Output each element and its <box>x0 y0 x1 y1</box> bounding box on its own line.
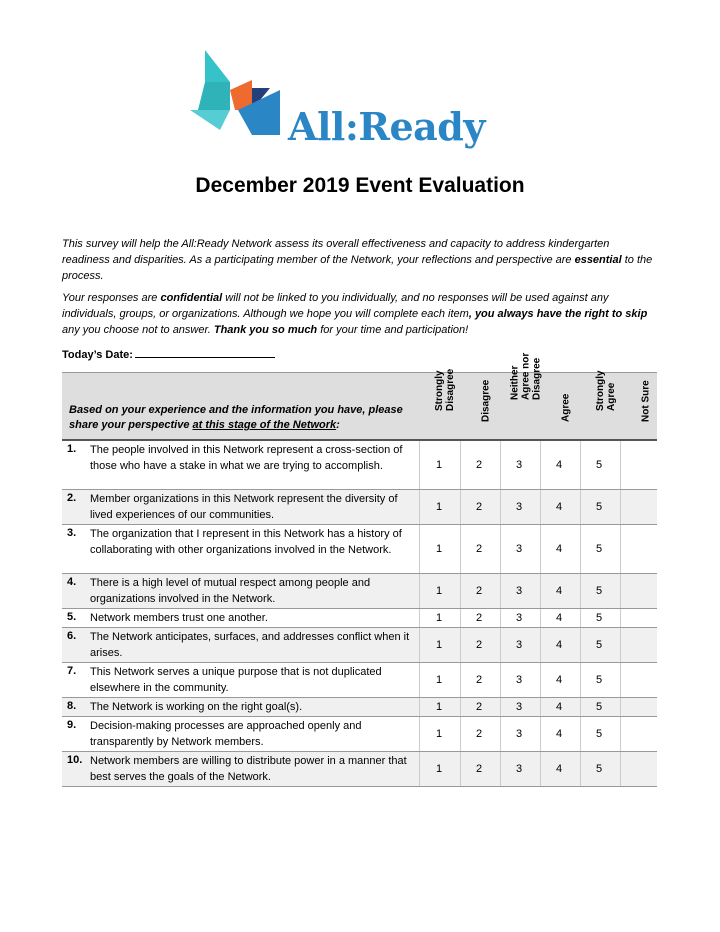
column-divider <box>460 628 461 662</box>
question-text: Decision-making processes are approached openly and transparently by Network members. <box>90 720 362 748</box>
column-divider <box>540 525 541 573</box>
rating-option-1[interactable]: 1 <box>435 701 443 713</box>
column-divider <box>419 441 420 489</box>
logo-triangle-mid <box>198 82 230 110</box>
rating-option-4[interactable]: 4 <box>555 763 563 775</box>
column-divider <box>460 663 461 697</box>
rating-option-5[interactable]: 5 <box>595 728 603 740</box>
question-number: 8. <box>67 700 77 712</box>
column-divider <box>500 441 501 489</box>
rating-option-3[interactable]: 3 <box>515 543 523 555</box>
column-divider <box>419 525 420 573</box>
intro-bold: essential <box>574 254 622 266</box>
column-divider <box>500 609 501 627</box>
column-divider <box>419 752 420 786</box>
column-divider <box>460 752 461 786</box>
rating-option-1[interactable]: 1 <box>435 585 443 597</box>
conf-text-a: Your responses are <box>62 292 161 304</box>
rating-option-3[interactable]: 3 <box>515 639 523 651</box>
column-divider <box>500 663 501 697</box>
rating-option-5[interactable]: 5 <box>595 639 603 651</box>
column-divider <box>580 525 581 573</box>
question-text: This Network serves a unique purpose that is not duplicated elsewhere in the community. <box>90 666 382 694</box>
question-text: Member organizations in this Network represent the diversity of lived experiences of our communities. <box>90 493 398 521</box>
rating-option-5[interactable]: 5 <box>595 459 603 471</box>
rating-option-4[interactable]: 4 <box>555 543 563 555</box>
rating-option-3[interactable]: 3 <box>515 674 523 686</box>
rating-option-2[interactable]: 2 <box>475 639 483 651</box>
column-divider <box>620 441 621 489</box>
rating-option-4[interactable]: 4 <box>555 728 563 740</box>
conf-text-c: any you choose not to answer. <box>62 324 214 336</box>
rating-option-3[interactable]: 3 <box>515 612 523 624</box>
date-label: Today’s Date: <box>62 349 133 361</box>
column-divider <box>580 717 581 751</box>
table-row <box>62 525 657 574</box>
rating-option-2[interactable]: 2 <box>475 612 483 624</box>
rating-option-3[interactable]: 3 <box>515 728 523 740</box>
table-row <box>62 698 657 717</box>
column-divider <box>580 628 581 662</box>
rating-option-2[interactable]: 2 <box>475 459 483 471</box>
rating-option-1[interactable]: 1 <box>435 674 443 686</box>
column-header-6 <box>620 375 672 433</box>
column-divider <box>540 441 541 489</box>
table-row <box>62 441 657 490</box>
rating-option-2[interactable]: 2 <box>475 763 483 775</box>
column-divider <box>540 752 541 786</box>
table-row <box>62 752 657 787</box>
logo-triangle-top <box>205 50 230 82</box>
rating-option-2[interactable]: 2 <box>475 501 483 513</box>
column-divider <box>500 525 501 573</box>
rating-option-3[interactable]: 3 <box>515 459 523 471</box>
question-text: Network members trust one another. <box>90 612 268 624</box>
rating-option-4[interactable]: 4 <box>555 612 563 624</box>
column-divider <box>580 698 581 716</box>
intro-end: to the process. <box>62 254 653 282</box>
date-field[interactable] <box>62 346 275 361</box>
prompt-underlined: at this stage of the Network <box>192 419 337 431</box>
column-divider <box>460 717 461 751</box>
rating-option-5[interactable]: 5 <box>595 674 603 686</box>
table-prompt <box>69 403 419 433</box>
column-divider <box>540 717 541 751</box>
rating-option-1[interactable]: 1 <box>435 501 443 513</box>
column-divider <box>580 441 581 489</box>
column-divider <box>540 490 541 524</box>
column-divider <box>460 609 461 627</box>
logo-wordmark: All:Ready <box>288 104 485 149</box>
question-number: 5. <box>67 611 77 623</box>
column-divider <box>620 525 621 573</box>
conf-text-b: will not be linked to you individually, and no responses will be used against any individuals, groups, or organizations. Although we hope you will complete each item <box>62 292 609 320</box>
question-number: 9. <box>67 719 77 731</box>
column-divider <box>419 628 420 662</box>
rating-option-5[interactable]: 5 <box>595 763 603 775</box>
rating-option-5[interactable]: 5 <box>595 701 603 713</box>
intro-text: This survey will help the All:Ready Network assess its overall effectiveness and capacity to address kindergarten readiness and disparities. As a participating member of the Network, your reflections and perspective are <box>62 238 610 266</box>
column-divider <box>419 698 420 716</box>
column-divider <box>540 663 541 697</box>
column-divider <box>500 490 501 524</box>
rating-option-2[interactable]: 2 <box>475 674 483 686</box>
column-divider <box>500 698 501 716</box>
column-divider <box>419 574 420 608</box>
column-header-label: Neither Agree nor Disagree <box>509 352 543 400</box>
column-divider <box>500 628 501 662</box>
question-text: The organization that I represent in this Network has a history of collaborating with other organizations involved in the Network. <box>90 528 402 556</box>
logo-triangle-left <box>190 110 230 130</box>
confidentiality-paragraph <box>62 290 660 338</box>
column-divider <box>620 574 621 608</box>
conf-bold-thanks: Thank you so much <box>213 324 318 336</box>
column-divider <box>580 663 581 697</box>
rating-option-1[interactable]: 1 <box>435 728 443 740</box>
column-divider <box>620 717 621 751</box>
rating-option-2[interactable]: 2 <box>475 543 483 555</box>
column-divider <box>620 490 621 524</box>
table-row <box>62 574 657 609</box>
column-divider <box>580 752 581 786</box>
column-header-label: Agree <box>560 393 572 422</box>
rating-option-4[interactable]: 4 <box>555 501 563 513</box>
rating-option-5[interactable]: 5 <box>595 501 603 513</box>
column-divider <box>500 717 501 751</box>
rating-option-5[interactable]: 5 <box>595 612 603 624</box>
column-divider <box>580 609 581 627</box>
intro-paragraph <box>62 236 660 284</box>
rating-option-1[interactable]: 1 <box>435 612 443 624</box>
column-divider <box>460 574 461 608</box>
column-divider <box>580 574 581 608</box>
question-text: The Network anticipates, surfaces, and addresses conflict when it arises. <box>90 631 410 659</box>
column-divider <box>460 525 461 573</box>
column-divider <box>620 752 621 786</box>
rating-option-4[interactable]: 4 <box>555 459 563 471</box>
column-divider <box>540 628 541 662</box>
question-number: 2. <box>67 492 77 504</box>
rating-option-4[interactable]: 4 <box>555 701 563 713</box>
prompt-text: Based on your experience and the information you have, please share your perspective <box>69 404 403 431</box>
column-header-label: Strongly Disagree <box>434 368 456 411</box>
question-number: 1. <box>67 443 77 455</box>
conf-bold-confidential: confidential <box>160 292 223 304</box>
rating-option-1[interactable]: 1 <box>435 543 443 555</box>
page-title: December 2019 Event Evaluation <box>195 174 525 197</box>
rating-option-5[interactable]: 5 <box>595 585 603 597</box>
column-divider <box>460 698 461 716</box>
table-row <box>62 609 657 628</box>
rating-option-5[interactable]: 5 <box>595 543 603 555</box>
column-divider <box>419 609 420 627</box>
question-number: 6. <box>67 630 77 642</box>
column-divider <box>620 609 621 627</box>
rating-option-1[interactable]: 1 <box>435 639 443 651</box>
rating-option-3[interactable]: 3 <box>515 501 523 513</box>
question-number: 3. <box>67 527 77 539</box>
question-number: 7. <box>67 665 77 677</box>
rating-option-3[interactable]: 3 <box>515 585 523 597</box>
table-row <box>62 717 657 752</box>
rating-option-2[interactable]: 2 <box>475 585 483 597</box>
table-row <box>62 628 657 663</box>
column-divider <box>540 574 541 608</box>
conf-bold-right-to-skip: , you always have the right to skip <box>468 308 648 320</box>
question-text: The Network is working on the right goal(s). <box>90 701 303 713</box>
rating-option-3[interactable]: 3 <box>515 701 523 713</box>
rating-option-2[interactable]: 2 <box>475 728 483 740</box>
column-divider <box>460 490 461 524</box>
rating-option-4[interactable]: 4 <box>555 639 563 651</box>
rating-option-2[interactable]: 2 <box>475 701 483 713</box>
column-divider <box>460 441 461 489</box>
column-divider <box>500 752 501 786</box>
column-header-label: Strongly Agree <box>595 370 617 411</box>
column-divider <box>419 663 420 697</box>
column-divider <box>540 609 541 627</box>
table-body <box>62 441 657 787</box>
rating-option-1[interactable]: 1 <box>435 459 443 471</box>
column-divider <box>419 490 420 524</box>
conf-text-d: for your time and participation! <box>317 324 469 336</box>
column-header-label: Not Sure <box>640 380 652 422</box>
column-divider <box>419 717 420 751</box>
date-input-line[interactable] <box>135 346 275 358</box>
column-divider <box>620 663 621 697</box>
column-divider <box>620 698 621 716</box>
question-text: The people involved in this Network represent a cross-section of those who have a stake in what we are trying to accomplish. <box>90 444 403 472</box>
column-divider <box>500 574 501 608</box>
table-row <box>62 490 657 525</box>
column-header-label: Disagree <box>480 379 492 422</box>
question-text: There is a high level of mutual respect among people and organizations involved in the Network. <box>90 577 371 605</box>
column-divider <box>620 628 621 662</box>
question-number: 10. <box>67 754 83 766</box>
rating-option-4[interactable]: 4 <box>555 585 563 597</box>
rating-option-4[interactable]: 4 <box>555 674 563 686</box>
question-text: Network members are willing to distribute power in a manner that best serves the goals of the Network. <box>90 755 407 783</box>
rating-option-3[interactable]: 3 <box>515 763 523 775</box>
question-number: 4. <box>67 576 77 588</box>
prompt-colon: : <box>336 419 340 431</box>
table-row <box>62 663 657 698</box>
rating-option-1[interactable]: 1 <box>435 763 443 775</box>
column-divider <box>580 490 581 524</box>
column-divider <box>540 698 541 716</box>
